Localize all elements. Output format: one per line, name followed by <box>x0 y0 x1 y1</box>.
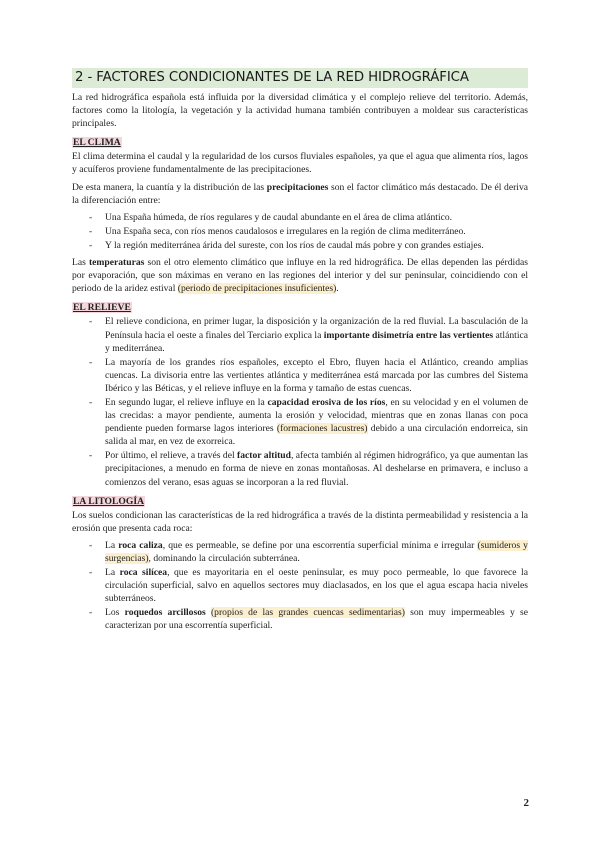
clima-p3-text-e: . <box>336 283 339 295</box>
lito-i1-highlight: (sumideros y surgencias) <box>105 539 528 564</box>
lito-i2-text-c: , que es mayoritaria en el oeste peninsular, es muy poco permeable, lo que favorece la circulación superficial, salvo en aquellos sectores muy diaclasados, en los que el agua escapa hacia niveles subterráneos. <box>105 567 528 605</box>
relieve-i4-bold: factor altitud <box>237 450 291 462</box>
clima-paragraph-1: El clima determina el caudal y la regularidad de los cursos fluviales españoles, ya que el agua que alimenta ríos, lagos y acuíferos proviene fundamentalmente de las precipitaciones. <box>72 151 528 176</box>
litologia-paragraph-1: Los suelos condicionan las características de la red hidrográfica a través de la distinta permeabilidad y resistencia a la erosión que presenta cada roca: <box>72 509 528 534</box>
clima-paragraph-3 <box>72 256 528 295</box>
section-heading-relieve <box>72 301 528 314</box>
list-item: - Una España húmeda, de ríos regulares y de caudal abundante en el área de clima atlántico. <box>72 211 528 224</box>
litologia-list <box>72 539 528 633</box>
lito-i2-bold: roca silícea <box>119 567 168 579</box>
list-item <box>72 396 528 448</box>
list-item: - Una España seca, con ríos menos caudalosos e irregulares en la región de clima mediterráneo. <box>72 225 528 238</box>
relieve-i3-text-c: , en su velocidad y en el volumen de las crecidas: a mayor pendiente, aumenta la erosión y velocidad, mientras que en zonas llanas con poca pendiente pueden formarse lagos interiores <box>105 396 528 435</box>
relieve-i3-text-a: En segundo lugar, el relieve influye en la <box>105 396 268 408</box>
lito-i3-text-a: Los <box>105 607 125 619</box>
clima-p2-bold: precipitaciones <box>266 181 329 193</box>
section-heading-litologia <box>72 495 528 508</box>
lito-i1-text-a: La <box>105 539 119 551</box>
list-item <box>72 566 528 605</box>
relieve-i1-text-a: El relieve condiciona, en primer lugar, la disposición y la organización de la red fluvial. La basculación de la Península hacia el oeste a finales del Terciario explica la <box>105 316 528 341</box>
section-heading-clima <box>72 136 528 149</box>
lito-i3-bold: roquedos arcillosos <box>124 607 206 619</box>
clima-list <box>72 211 528 252</box>
relieve-list <box>72 315 528 488</box>
intro-paragraph: La red hidrográfica española está influida por la diversidad climática y el complejo relieve del territorio. Además, factores como la litología, la vegetación y la actividad humana también contribuyen a moldear sus características principales. <box>72 92 528 130</box>
clima-p2-text-c: son el factor climático más destacado. De él deriva la diferenciación entre: <box>72 181 528 206</box>
lito-i1-bold: roca caliza <box>118 539 163 551</box>
page-number: 2 <box>523 797 529 809</box>
heading-relieve-text: EL RELIEVE <box>73 302 131 314</box>
clima-p2-text-a: De esta manera, la cuantía y la distribución de las <box>72 181 267 193</box>
list-item <box>72 315 528 354</box>
heading-clima-text: EL CLIMA <box>73 137 121 149</box>
list-item <box>72 606 528 632</box>
clima-p3-highlight: (periodo de precipitaciones insuficientes) <box>177 283 337 295</box>
relieve-i1-text-c: atlántica y mediterránea. <box>105 329 528 354</box>
relieve-i1-bold: importante disimetría entre las vertientes <box>323 329 494 341</box>
relieve-i3-bold: capacidad erosiva de los ríos <box>267 396 386 408</box>
document-page <box>72 68 528 637</box>
clima-paragraph-2 <box>72 181 528 207</box>
clima-p3-bold: temperaturas <box>88 257 145 269</box>
list-item: - Y la región mediterránea árida del sureste, con los ríos de caudal más pobre y con grandes estiajes. <box>72 239 528 252</box>
lito-i3-text-e: son muy impermeables y se caracterizan por una escorrentía superficial. <box>105 607 528 632</box>
lito-i1-text-c: , que es permeable, se define por una escorrentía superficial mínima e irregular <box>162 539 478 551</box>
lito-i3-highlight: (propios de las grandes cuencas sedimentarias) <box>210 607 405 619</box>
heading-litologia-text: LA LITOLOGÍA <box>73 495 145 507</box>
relieve-i3-highlight: (formaciones lacustres) <box>276 423 368 435</box>
clima-p3-text-c: son el otro elemento climático que influye en la red hidrográfica. De ellas dependen las pérdidas por evaporación, que son máximas en verano en las regiones del interior y del sur peninsular, coincidiendo con el periodo de la aridez estival <box>72 257 528 295</box>
lito-i1-text-e: , dominando la circulación subterránea. <box>148 553 300 564</box>
list-item <box>72 539 528 565</box>
relieve-i3-text-e: debido a una circulación endorreica, sin salida al mar, en vez de exorreica. <box>105 423 528 448</box>
page-title: 2 - FACTORES CONDICIONANTES DE LA RED HIDROGRÁFICA <box>72 68 528 88</box>
relieve-i4-text-a: Por último, el relieve, a través del <box>105 450 238 462</box>
relieve-i4-text-c: , afecta también al régimen hidrográfico, ya que aumentan las precipitaciones, a menudo en forma de nieve en zonas montañosas. Al deshelarse en primavera, e incluso a comienzos del verano, esas aguas se incorporan a la red fluvial. <box>105 450 528 488</box>
list-item: - La mayoría de los grandes ríos españoles, excepto el Ebro, fluyen hacia el Atlántico, creando amplias cuencas. La divisoria entre las vertientes atlántica y mediterránea está marcada por las cumbres del Sistema Ibérico y las Béticas, y el relieve influye en la forma y tamaño de estas cuencas. <box>72 356 528 395</box>
clima-p3-text-a: Las <box>72 257 89 269</box>
list-item <box>72 449 528 488</box>
lito-i2-text-a: La <box>105 567 120 579</box>
